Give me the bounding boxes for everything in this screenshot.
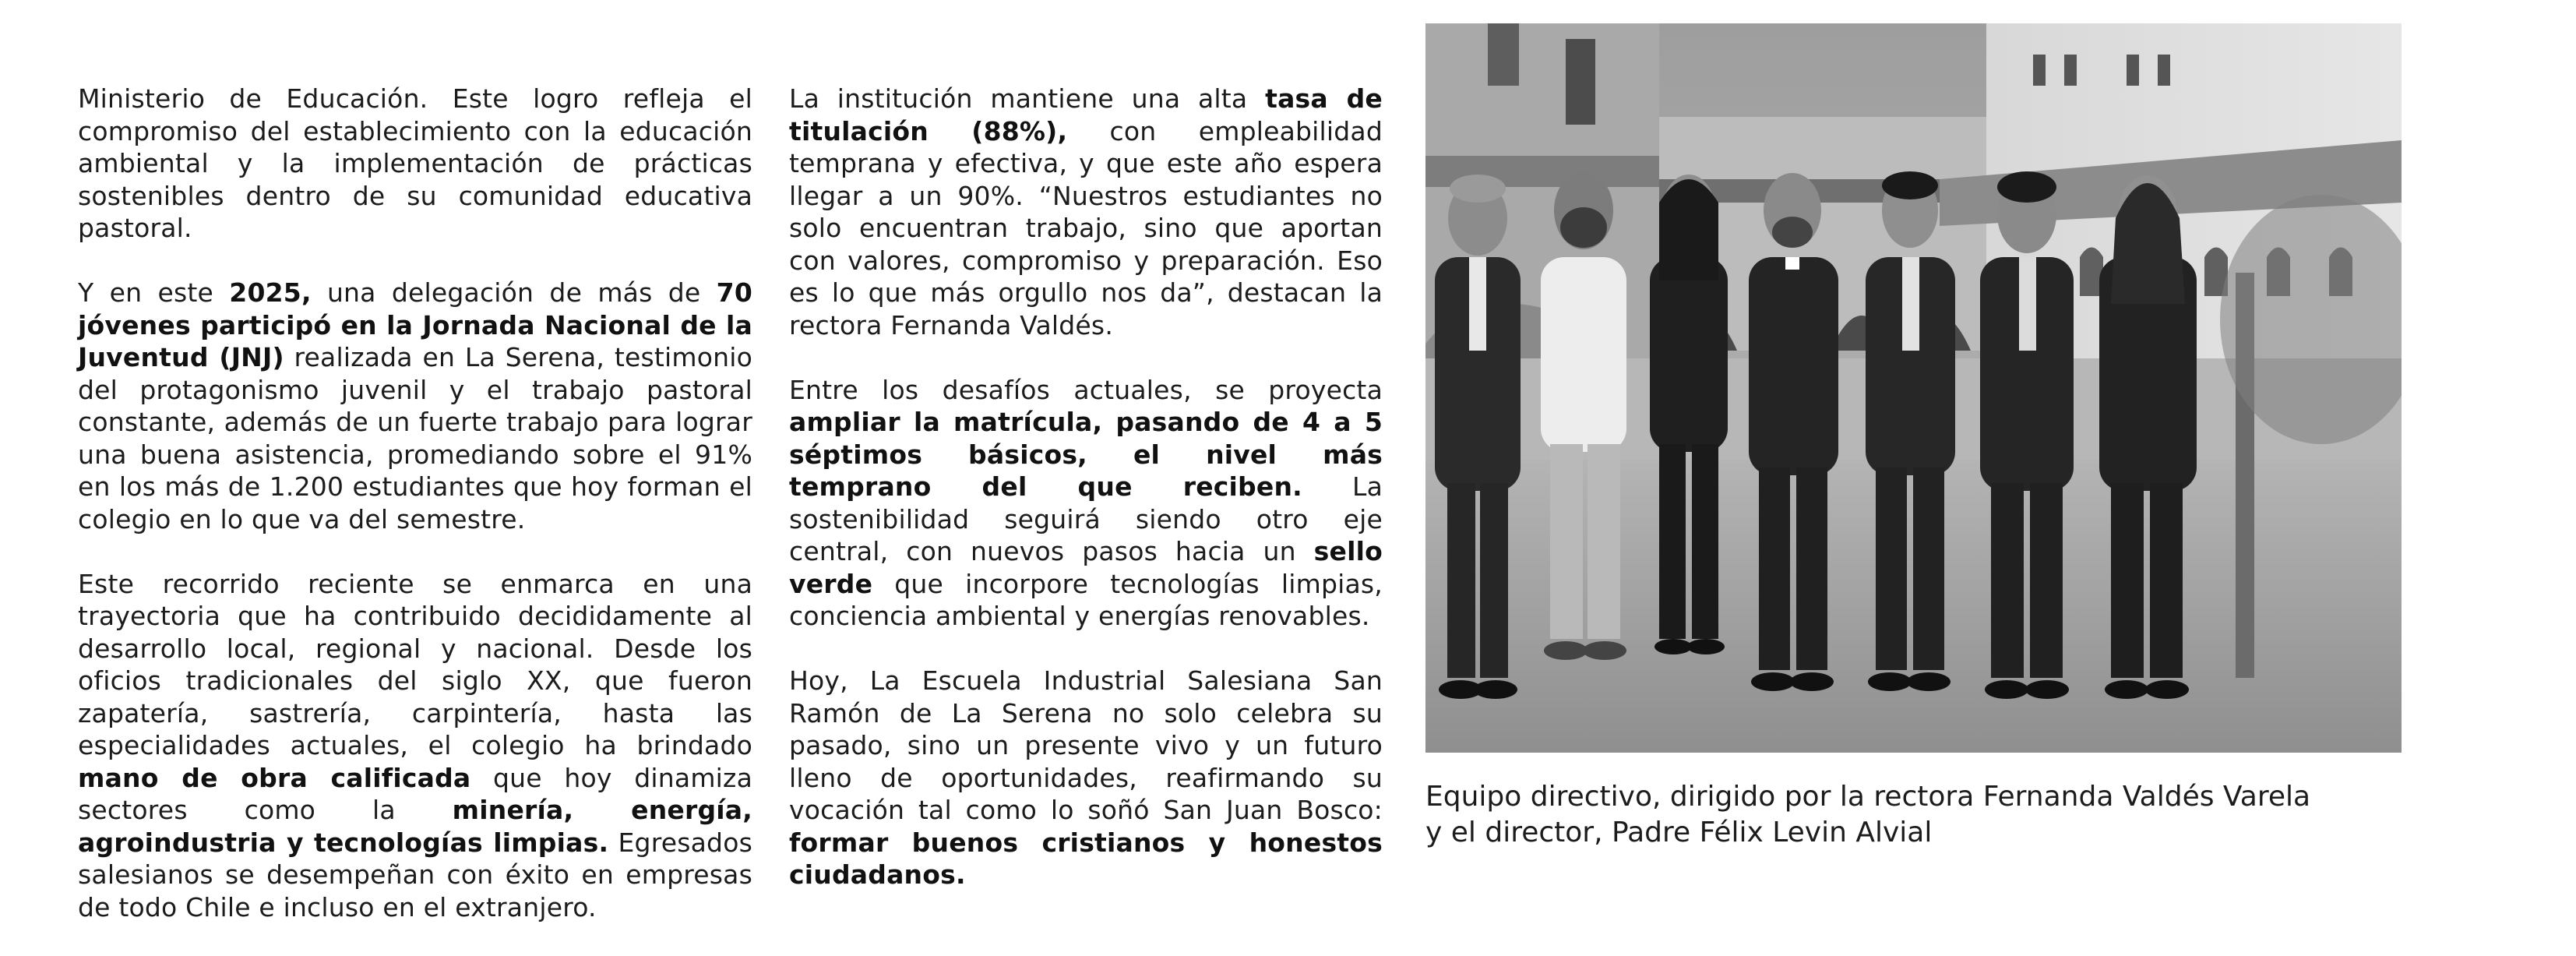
- article-column-2: [789, 83, 1383, 923]
- caption-line-1: Equipo directivo, dirigido por la rectora Fernanda Valdés Varela: [1425, 781, 2311, 813]
- text-run: Egresados salesianos se desempeñan con éxito en empresas de todo Chile e incluso en el extranjero.: [78, 827, 752, 922]
- bold-text-run: ampliar la matrícula, pasando de 4 a 5 séptimos básicos, el nivel más temprano del que reciben.: [789, 407, 1383, 502]
- text-run: realizada en La Serena, testimonio del protagonismo juvenil y el trabajo pastoral constante, además de un fuerte trabajo para lograr una buena asistencia, promediando sobre el 91% en los más de 1.200 estudiantes que hoy forman el colegio en lo que va del semestre.: [78, 342, 752, 534]
- text-run: Ministerio de Educación. Este logro refleja el compromiso del establecimiento con la educación ambiental y la implementación de prácticas sostenibles dentro de su comunidad educativa pastoral.: [78, 83, 752, 243]
- paragraph-history: [78, 568, 752, 924]
- bold-text-run: tasa de titulación (88%),: [789, 83, 1383, 146]
- text-run: Hoy, La Escuela Industrial Salesiana San Ramón de La Serena no solo celebra su pasado, sino un presente vivo y un futuro lleno de oportunidades, reafirmando su vocación tal como lo soñó San Juan Bosco:: [789, 665, 1383, 825]
- paragraph-jnj-2025: [78, 277, 752, 535]
- text-run: Entre los desafíos actuales, se proyecta: [789, 374, 1383, 405]
- bold-text-run: minería, energía, agroindustria y tecnologías limpias.: [78, 795, 752, 858]
- photo-caption: [1425, 779, 2516, 851]
- text-run: La institución mantiene una alta: [789, 83, 1266, 114]
- bold-text-run: sello verde: [789, 536, 1383, 599]
- paragraph-environmental: [78, 83, 752, 245]
- text-run: que hoy dinamiza sectores como la: [78, 762, 752, 825]
- text-run: Este recorrido reciente se enmarca en una trayectoria que ha contribuido decididamente al desarrollo local, regional y nacional. Desde los oficios tradicionales del siglo XX, que fueron zapatería, sastrería, carpintería, hasta las especialidades actuales, el colegio ha brindado: [78, 568, 752, 760]
- bold-text-run: 70 jóvenes participó en la Jornada Nacional de la Juventud (JNJ): [78, 277, 752, 372]
- text-run: La sostenibilidad seguirá siendo otro eje central, con nuevos pasos hacia un: [789, 471, 1383, 566]
- text-run: con empleabilidad temprana y efectiva, y que este año espera llegar a un 90%. “Nuestros estudiantes no solo encuentran trabajo, sino que aportan con valores, compromiso y preparación. Eso es lo que más orgullo nos da”, destacan la rectora Fernanda Valdés.: [789, 115, 1383, 340]
- bold-text-run: formar buenos cristianos y honestos ciudadanos.: [789, 827, 1383, 890]
- text-run: una delegación de más de: [311, 277, 717, 308]
- paragraph-graduation-rate: [789, 83, 1383, 341]
- bold-text-run: mano de obra calificada: [78, 762, 471, 793]
- bold-text-run: 2025,: [229, 277, 312, 308]
- article-column-1: [78, 83, 752, 956]
- paragraph-challenges: [789, 374, 1383, 633]
- text-run: Y en este: [78, 277, 230, 308]
- paragraph-closing: [789, 665, 1383, 891]
- team-photo: [1425, 23, 2402, 753]
- caption-line-2: y el director, Padre Félix Levin Alvial: [1425, 817, 1933, 848]
- text-run: que incorpore tecnologías limpias, conciencia ambiental y energías renovables.: [789, 568, 1383, 631]
